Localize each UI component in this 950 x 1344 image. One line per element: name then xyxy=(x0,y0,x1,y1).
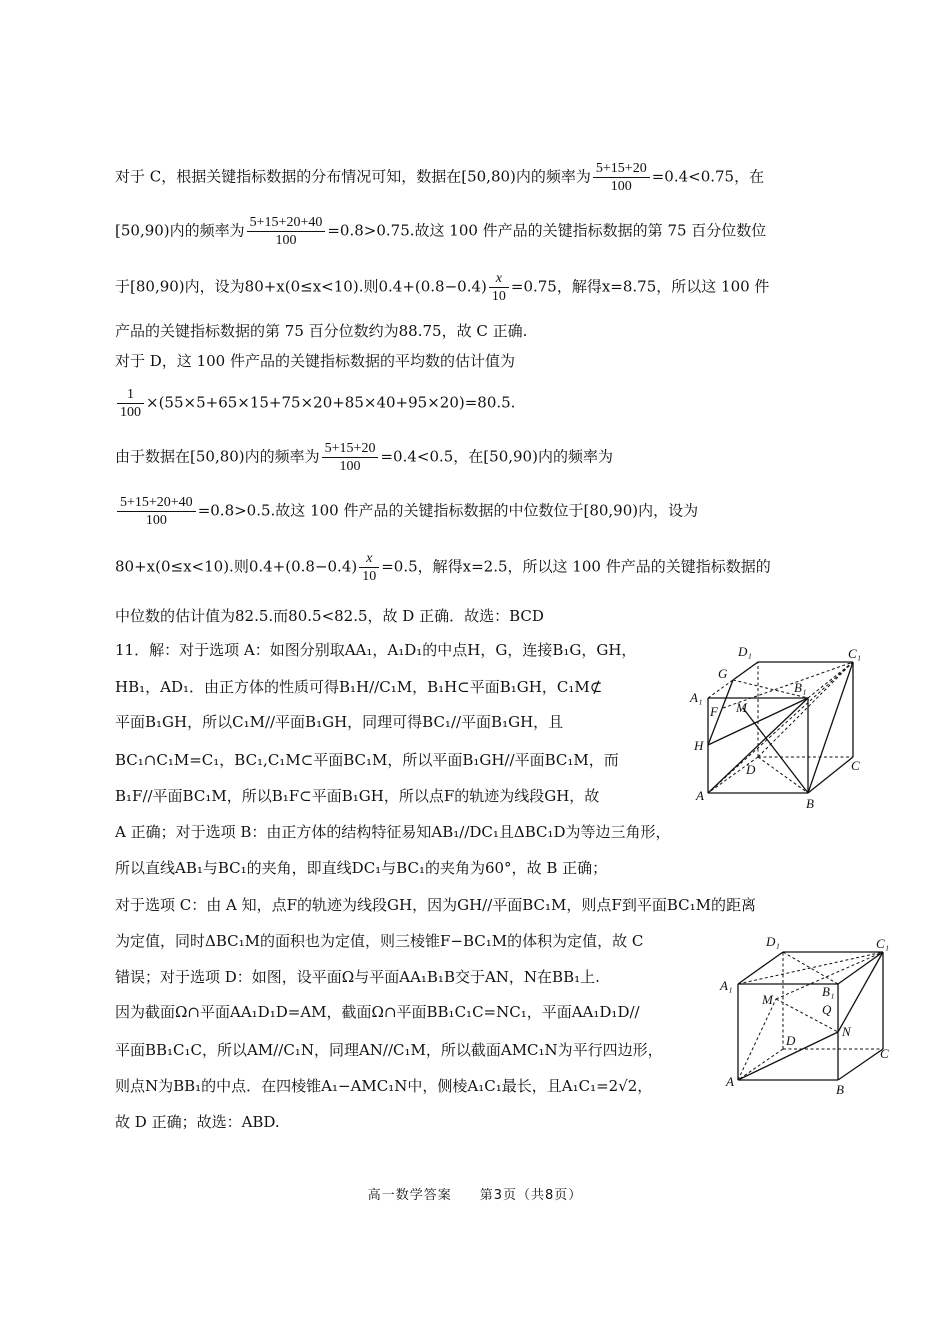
fraction-denominator: 100 xyxy=(145,513,167,528)
label-B: B xyxy=(836,1082,844,1097)
line-text: HB₁，AD₁．由正方体的性质可得B₁H//C₁M，B₁H⊂平面B₁GH，C₁M⊄ xyxy=(115,678,603,696)
line-text: ×(55×5+65×15+75×20+85×40+95×20)=80.5. xyxy=(146,393,516,412)
label-G: G xyxy=(718,666,728,681)
label-B: B xyxy=(806,796,814,811)
edge-BC xyxy=(838,1049,883,1080)
line-text: =0.4<0.75，在 xyxy=(651,167,765,186)
line-text: 错误；对于选项 D：如图，设平面Ω与平面AA₁B₁B交于AN，N在BB₁上. xyxy=(115,968,600,986)
line-text: 11．解：对于选项 A：如图分别取AA₁，A₁D₁的中点H，G，连接B₁G，GH， xyxy=(115,641,637,659)
fraction xyxy=(322,440,379,475)
text-line xyxy=(115,1002,705,1022)
label-A: A xyxy=(696,788,704,803)
fraction-numerator: 5+15+20 xyxy=(593,160,650,178)
fraction-denominator: 10 xyxy=(362,569,377,584)
label-B1: B₁ xyxy=(794,680,807,695)
label-A: A xyxy=(726,1074,734,1089)
line-text: 对于 C，根据关键指标数据的分布情况可知，数据在[50,80)内的频率为 xyxy=(115,167,591,186)
label-M: M xyxy=(736,700,747,715)
fraction-denominator: 100 xyxy=(120,405,141,420)
fraction-numerator: x xyxy=(489,270,509,288)
line-text: BC₁∩C₁M=C₁，BC₁,C₁M⊂平面BC₁M，所以平面B₁GH//平面BC₁M，而 xyxy=(115,751,619,769)
fraction-denominator: 10 xyxy=(491,289,506,304)
cube-figure-2 xyxy=(718,932,898,1100)
diag-DC1 xyxy=(758,662,853,757)
text-line xyxy=(115,786,705,806)
text-line xyxy=(115,931,705,951)
text-line xyxy=(115,712,705,732)
label-A1: A₁ xyxy=(690,690,703,705)
text-line xyxy=(115,895,756,915)
fraction xyxy=(359,550,379,585)
label-A1: A₁ xyxy=(720,978,733,993)
cube-figure-1 xyxy=(688,640,868,815)
text-line xyxy=(115,321,527,341)
label-D1: D₁ xyxy=(766,934,780,949)
fraction-denominator: 100 xyxy=(275,233,297,248)
fraction xyxy=(489,270,509,305)
line-text: 由于数据在[50,80)内的频率为 xyxy=(115,447,320,466)
label-C: C xyxy=(851,758,860,773)
line-text: 中位数的估计值为82.5.而80.5<82.5，故 D 正确．故选：BCD xyxy=(115,607,544,625)
line-text: 对于 D，这 100 件产品的关键指标数据的平均数的估计值为 xyxy=(115,352,515,370)
label-M: M xyxy=(762,992,773,1007)
label-D1: D₁ xyxy=(738,644,752,659)
line-text: =0.5，解得x=2.5，所以这 100 件产品的关键指标数据的 xyxy=(381,557,771,576)
diag-BC1 xyxy=(808,662,853,793)
page-footer: 高一数学答案 第3页（共8页） xyxy=(367,1188,583,1203)
text-line xyxy=(115,1040,705,1060)
seg-AM xyxy=(738,999,776,1080)
text-line xyxy=(115,386,515,421)
line-text: 故 D 正确；故选：ABD. xyxy=(115,1113,280,1131)
line-text: A 正确；对于选项 B：由正方体的结构特征易知AB₁//DC₁且ΔBC₁D为等边三角形， xyxy=(115,823,671,841)
line-text: 80+x(0≤x<10).则0.4+(0.8−0.4) xyxy=(115,557,358,576)
text-line xyxy=(115,351,515,371)
fraction xyxy=(117,494,196,529)
text-line xyxy=(115,494,698,529)
label-B1: B₁ xyxy=(822,984,835,999)
label-D: D xyxy=(786,1033,796,1048)
text-line xyxy=(115,967,705,987)
text-line xyxy=(115,440,613,475)
line-text: 所以直线AB₁与BC₁的夹角，即直线DC₁与BC₁的夹角为60°，故 B 正确； xyxy=(115,859,608,877)
text-line xyxy=(115,214,766,249)
text-line xyxy=(115,822,671,842)
fraction-numerator: 5+15+20+40 xyxy=(117,494,196,512)
seg-GD1 xyxy=(733,662,758,680)
label-C: C xyxy=(880,1046,889,1061)
label-F: F xyxy=(710,704,718,719)
text-line xyxy=(115,1076,705,1096)
label-C1: C₁ xyxy=(848,646,862,661)
text-line xyxy=(115,550,771,585)
fraction xyxy=(117,386,144,421)
fraction xyxy=(247,214,326,249)
line-text: 产品的关键指标数据的第 75 百分位数约为88.75，故 C 正确. xyxy=(115,322,528,340)
line-text: B₁F//平面BC₁M，所以B₁F⊂平面B₁GH，所以点F的轨迹为线段GH，故 xyxy=(115,787,600,805)
diag-DB xyxy=(758,757,808,793)
line-text: =0.4<0.5，在[50,90)内的频率为 xyxy=(380,447,613,466)
label-D: D xyxy=(746,762,756,777)
line-text: 平面BB₁C₁C，所以AM//C₁N，同理AN//C₁M，所以截面AMC₁N为平行四边形， xyxy=(115,1041,663,1059)
fraction-denominator: 100 xyxy=(339,459,361,474)
text-line xyxy=(115,640,705,660)
label-H: H xyxy=(694,738,704,753)
label-N: N xyxy=(842,1024,851,1039)
fraction-numerator: 1 xyxy=(117,386,144,404)
line-text: =0.8>0.5.故这 100 件产品的关键指标数据的中位数位于[80,90)内，设为 xyxy=(197,501,699,520)
text-line xyxy=(115,270,769,305)
line-text: 为定值，同时ΔBC₁M的面积也为定值，则三棱锥F−BC₁M的体积为定值，故 C xyxy=(115,932,644,950)
text-line xyxy=(115,750,705,770)
text-line xyxy=(115,858,607,878)
fraction-denominator: 100 xyxy=(610,179,632,194)
text-line xyxy=(115,1112,280,1132)
line-text: 则点N为BB₁的中点．在四棱锥A₁−AMC₁N中，侧棱A₁C₁最长，且A₁C₁=2√2， xyxy=(115,1077,653,1095)
label-Q: Q xyxy=(822,1002,832,1017)
line-text: 于[80,90)内，设为80+x(0≤x<10).则0.4+(0.8−0.4) xyxy=(115,277,487,296)
text-line xyxy=(115,160,764,195)
fraction xyxy=(593,160,650,195)
text-line xyxy=(115,677,705,697)
line-text: =0.75，解得x=8.75，所以这 100 件 xyxy=(510,277,770,296)
line-text: =0.8>0.75.故这 100 件产品的关键指标数据的第 75 百分位数位 xyxy=(327,221,767,240)
line-text: 因为截面Ω∩平面AA₁D₁D=AM，截面Ω∩平面BB₁C₁C=NC₁，平面AA₁D₁D// xyxy=(115,1003,640,1021)
fraction-numerator: 5+15+20 xyxy=(322,440,379,458)
seg-NC1 xyxy=(838,952,883,1032)
label-C1: C₁ xyxy=(876,936,890,951)
fraction-numerator: 5+15+20+40 xyxy=(247,214,326,232)
fraction-numerator: x xyxy=(359,550,379,568)
line-text: 对于选项 C：由 A 知，点F的轨迹为线段GH，因为GH//平面BC₁M，则点F到平面BC₁M的距离 xyxy=(115,896,756,914)
edge-B1C1 xyxy=(838,952,883,984)
text-line xyxy=(115,606,544,626)
line-text: 平面B₁GH，所以C₁M//平面B₁GH，同理可得BC₁//平面B₁GH，且 xyxy=(115,713,564,731)
line-text: [50,90)内的频率为 xyxy=(115,221,245,240)
